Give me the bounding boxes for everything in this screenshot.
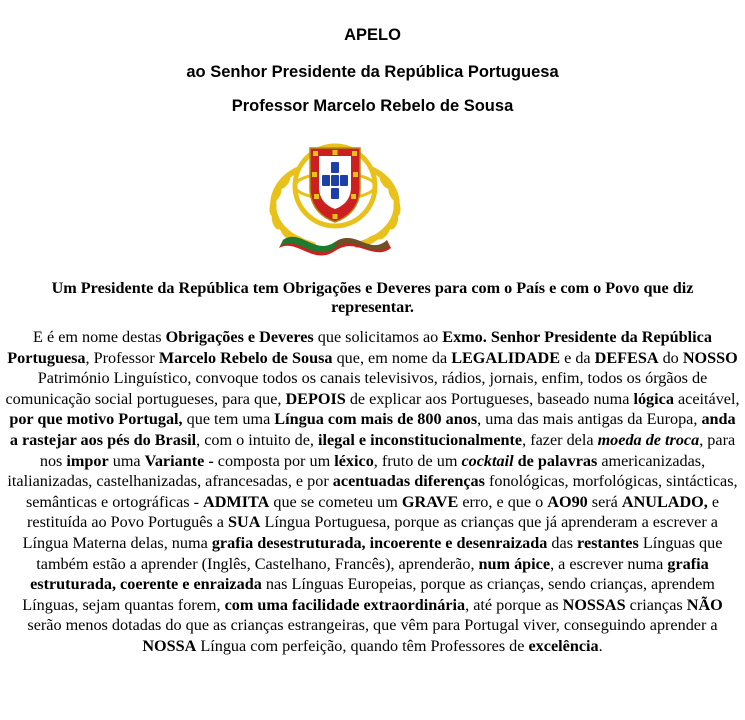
body-text: crianças: [625, 595, 687, 614]
document-title: APELO: [344, 26, 401, 44]
body-text: será: [587, 492, 622, 511]
body-bold: ADMITA: [203, 492, 270, 511]
body-bold: NOSSA: [142, 636, 197, 655]
body-bold: excelência: [528, 636, 599, 655]
recipient-name: Professor Marcelo Rebelo de Sousa: [231, 97, 514, 115]
body-text: , uma das mais antigas da Europa,: [477, 410, 702, 429]
body-text: Língua Portuguesa, porque as crianças que já aprenderam a escrever a Língua Materna delas, numa: [22, 513, 718, 552]
body-text: , até porque as: [465, 595, 563, 614]
body-bold: restantes: [577, 533, 639, 552]
body-bold: anda a rastejar aos pés do Brasil: [9, 410, 736, 449]
body-bold: ANULADO,: [621, 492, 708, 511]
body-bold: num ápice: [478, 554, 551, 573]
recipient-line: ao Senhor Presidente da República Portuguesa: [186, 63, 559, 81]
body-text: aceitável,: [673, 389, 740, 408]
body-emphasis: cocktail: [461, 451, 514, 470]
body-text: , para nos: [39, 430, 736, 470]
body-bold: Marcelo Rebelo de Sousa: [158, 348, 333, 367]
body-text: serão menos dotadas do que as crianças estrangeiras, que vêm para Portugal viver, conseguindo aprender a: [27, 616, 718, 635]
body-text: e da: [560, 348, 595, 367]
body-emphasis-wrap: [461, 452, 513, 470]
body-text: que solicitamos ao: [313, 328, 443, 346]
body-text: , fazer dela: [522, 430, 598, 449]
body-text: que se cometeu um: [269, 492, 402, 511]
body-bold: Variante -: [144, 451, 214, 470]
body-bold: impor: [66, 451, 109, 470]
body-text: que tem uma: [182, 410, 275, 429]
body-bold: léxico: [334, 451, 374, 470]
body-bold: Língua com mais de 800 anos: [274, 410, 478, 429]
body-text: .: [598, 636, 603, 655]
body-text: Património Linguístico, convoque todos os canais televisivos, rádios, jornais, enfim, todos os órgãos de comunicação social portugueses, para que,: [5, 369, 708, 408]
body-bold: GRAVE: [401, 492, 459, 511]
body-emphasis-wrap: [598, 431, 700, 449]
body-bold: de palavras: [517, 451, 598, 470]
body-bold: grafia desestruturada, incoerente e desenraizada: [211, 533, 548, 552]
body-text: Língua com perfeição, quando têm Professores de: [196, 636, 529, 655]
body-text: do: [658, 348, 683, 367]
body-bold: NOSSO: [682, 348, 738, 367]
body-text: , com o intuito de,: [196, 430, 318, 449]
body-bold: DEFESA: [594, 348, 659, 367]
body-text: das: [547, 533, 578, 552]
body-text: nas Línguas Europeias, porque as crianças, sendo crianças, aprendem Línguas, sejam quantas forem,: [22, 575, 715, 614]
body-bold: NÃO: [686, 595, 723, 614]
body-text: uma: [108, 451, 145, 470]
body-emphasis: moeda de troca: [597, 430, 700, 449]
body-text: e restituída ao Povo Português a: [27, 492, 720, 532]
body-text: fonológicas, morfológicas, sintácticas, semânticas e ortográficas -: [25, 472, 738, 511]
body-paragraph: [5, 327, 740, 657]
body-bold: SUA: [228, 513, 261, 532]
body-bold: ilegal e inconstitucionalmente: [317, 430, 523, 449]
body-bold: AO90: [547, 492, 588, 511]
body-text: erro, e que o: [458, 492, 548, 511]
body-text: de explicar aos Portugueses, baseado numa: [345, 389, 634, 408]
body-bold: por que motivo Portugal,: [9, 410, 183, 429]
body-bold: Exmo. Senhor Presidente da República Portuguesa: [7, 328, 712, 367]
body-text: Línguas que também estão a aprender (Inglês, Castelhano, Francês), aprenderão,: [36, 533, 723, 573]
body-text: que, em nome da: [332, 348, 452, 367]
body-bold: LEGALIDADE: [451, 348, 561, 367]
body-bold: Obrigações e Deveres: [165, 328, 314, 346]
body-bold: com uma facilidade extraordinária: [224, 595, 466, 614]
body-bold: DEPOIS: [285, 389, 346, 408]
body-text: , Professor: [85, 348, 159, 367]
body-bold: acentuadas diferenças: [332, 472, 485, 491]
body-text: E é em nome destas: [33, 328, 166, 346]
subtitle: Um Presidente da República tem Obrigações e Deveres para com o País e com o Povo que diz representar.: [51, 279, 694, 316]
body-bold: NOSSAS: [562, 595, 626, 614]
body-bold: grafia estruturada, coerente e enraizada: [30, 554, 709, 594]
body-text: composta por um: [213, 451, 335, 470]
body-text: americanizadas, italianizadas, castelhanizadas, afrancesadas, e por: [7, 451, 706, 491]
body-text: , a escrever numa: [550, 554, 668, 573]
body-bold: lógica: [633, 389, 674, 408]
portuguese-coat-of-arms-icon: [255, 132, 415, 260]
body-text: , fruto de um: [373, 451, 462, 470]
